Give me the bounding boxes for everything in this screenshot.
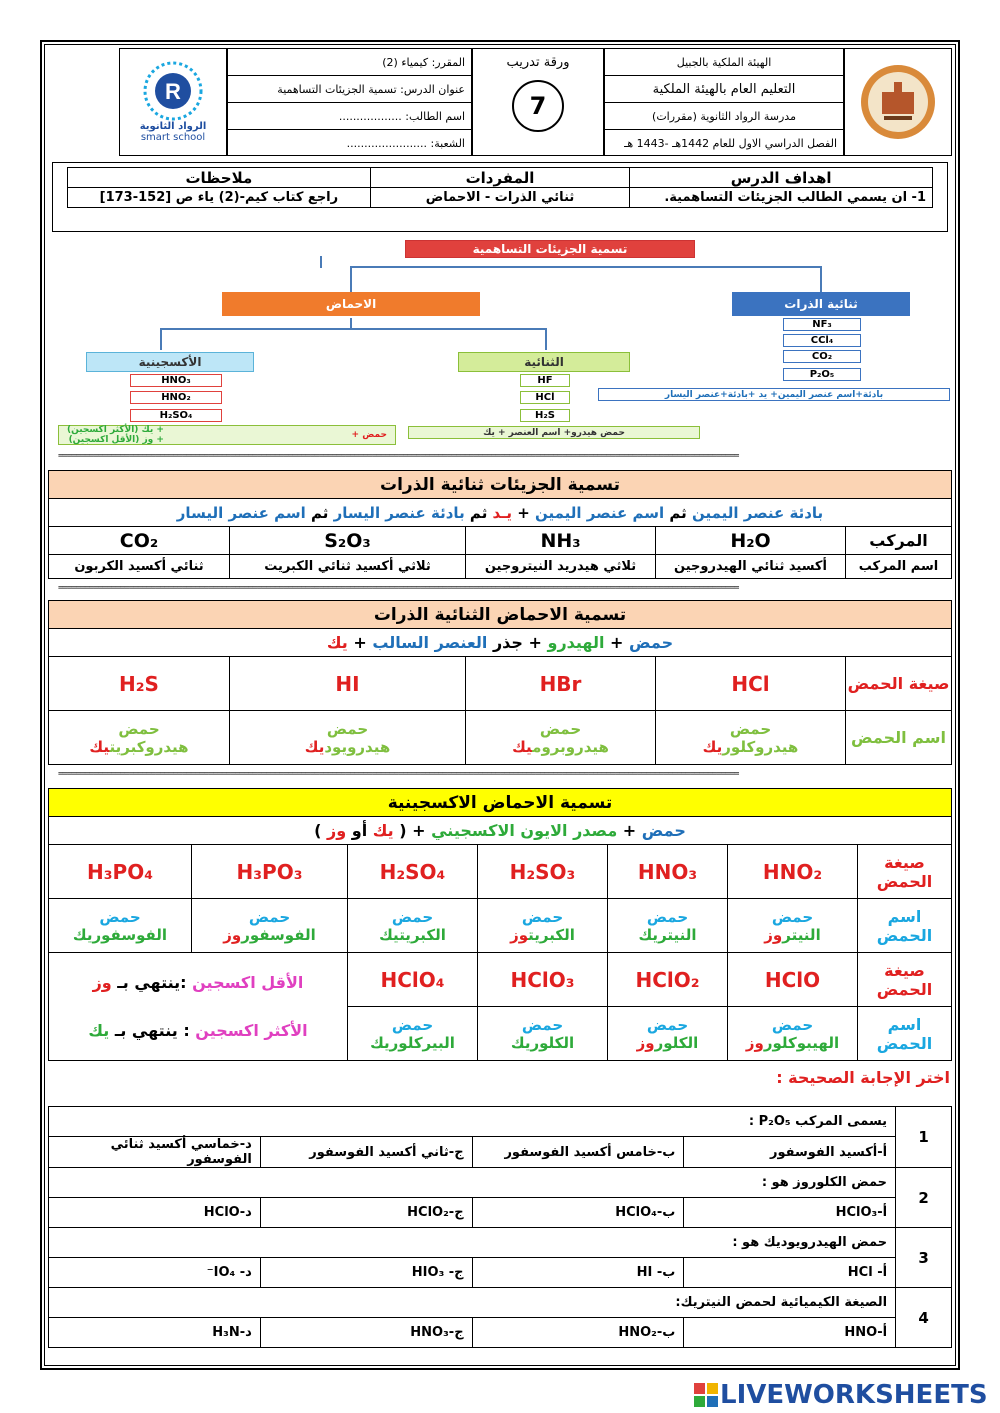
student-name-field[interactable]: اسم الطالب: ..................: [228, 103, 471, 130]
acid-suffix: يك: [370, 1033, 390, 1052]
rule-part: +: [617, 821, 642, 840]
acid-name: [230, 711, 466, 765]
mcq-options-row: [49, 1198, 952, 1228]
ministry-line-4: الفصل الدراسي الاول للعام 1442هـ -1443 هـ: [624, 137, 837, 150]
mcq-title: اختر الإجابة الصحيحة :: [776, 1068, 950, 1087]
course-label: المقرر: كيمياء (2): [228, 49, 471, 76]
mcq-options-row: [49, 1258, 952, 1288]
answer-option[interactable]: ج- HIO₃: [260, 1258, 472, 1288]
oxy-acid-name: [49, 899, 192, 953]
objective-text: 1- ان يسمي الطالب الجزيئات التساهمية.: [630, 188, 933, 208]
acid-stem: النيتر: [782, 925, 821, 944]
answer-option[interactable]: أ- HCl: [684, 1258, 896, 1288]
map-oxy-rule: [58, 425, 396, 445]
compound-name: ثلاثي هيدريد النيتروجين: [466, 555, 656, 579]
acid-word: حمض: [729, 719, 772, 738]
oxy-name-label: اسم الحمض: [858, 899, 952, 953]
brand-icon: [694, 1383, 718, 1407]
map-binary-acid-example: HF: [520, 374, 570, 387]
map-oxy-example: HNO₃: [130, 374, 222, 387]
map-binary-example: CCl₄: [783, 334, 861, 347]
note-more: الأكثر اكسجين: [195, 1020, 308, 1040]
rule-part: اسم عنصر اليمين: [535, 503, 665, 522]
answer-option[interactable]: د-خماسي أكسيد ثنائي الفوسفور: [49, 1137, 261, 1168]
acid-suffix: وز: [636, 1033, 655, 1052]
vocab-header: المفردات: [370, 168, 630, 188]
acid-name: [49, 711, 230, 765]
acid-stem: هيدرويود: [324, 737, 391, 756]
vocab-text: ثنائي الذرات - الاحماض: [370, 188, 630, 208]
name-label: اسم المركب: [846, 555, 952, 579]
acid-stem: الهيبوكلور: [763, 1033, 840, 1052]
map-acids: الاحماض: [222, 292, 480, 316]
oxy-formula-label: صيغة الحمض: [858, 845, 952, 899]
header: [48, 48, 952, 156]
mcq-question-row: [49, 1168, 952, 1198]
acid-suffix: وز: [745, 1033, 764, 1052]
svg-text:R: R: [165, 79, 181, 104]
rule-part: بادئة عنصر اليسار: [333, 503, 465, 522]
rule-part: ثم: [305, 503, 334, 522]
map-binary-example: P₂O₅: [783, 368, 861, 381]
compound-name: أكسيد ثنائي الهيدروجين: [656, 555, 846, 579]
connector: [350, 266, 820, 268]
acid-stem: الكلور: [530, 1033, 575, 1052]
answer-option[interactable]: ج-HClO₂: [260, 1198, 472, 1228]
oxy-acids-section: [48, 788, 952, 1061]
oxy-formula: HClO₄: [348, 953, 478, 1007]
objectives-table: [67, 167, 933, 208]
binary-acids-title: تسمية الاحماض الثنائية الذرات: [49, 601, 952, 629]
separator: ==========================================================================================================================================================: [58, 772, 739, 779]
connector: [320, 256, 322, 268]
answer-option[interactable]: أ-HClO₃: [684, 1198, 896, 1228]
oxy-title: تسمية الاحماض الاكسجينية: [49, 789, 952, 817]
rule-part: ثم: [664, 503, 692, 522]
rule-part: + جذر: [487, 633, 548, 652]
acid-stem: الكلور: [654, 1033, 699, 1052]
answer-option[interactable]: د-H₃N: [49, 1318, 261, 1348]
question-number: 2: [896, 1168, 952, 1228]
school-logo-text: الرواد الثانوية: [139, 121, 207, 132]
map-binary-acid-example: H₂S: [520, 409, 570, 422]
acid-word: حمض: [391, 907, 434, 926]
oxy-acid-name: [728, 899, 858, 953]
binary-section: [48, 470, 952, 579]
acid-formula: H₂S: [49, 657, 230, 711]
oxy-acid-name: [478, 899, 608, 953]
acid-word: حمض: [646, 1015, 689, 1034]
answer-option[interactable]: ب-خامس أكسيد الفوسفور: [472, 1137, 684, 1168]
rule-part: + (: [393, 821, 432, 840]
map-oxy-rule-c: + وز (الأقل اكسجين): [68, 435, 164, 445]
acid-formula: HBr: [466, 657, 656, 711]
ministry-line-1: الهيئة الملكية بالجبيل: [605, 49, 843, 76]
acid-word: حمض: [391, 1015, 434, 1034]
acid-suffix: يك: [72, 925, 93, 944]
oxy-acid-name: [608, 899, 728, 953]
map-oxy-example: HNO₂: [130, 391, 222, 404]
acid-suffix: يك: [638, 925, 659, 944]
acid-word: حمض: [118, 719, 160, 738]
mcq-options-row: [49, 1318, 952, 1348]
ministry-line-3: مدرسة الرواد الثانوية (مقررات): [605, 103, 843, 130]
acid-stem: الفوسفور: [241, 925, 316, 944]
notes-text: راجع كتاب كيم-(2) ياء ص [152-173]: [68, 188, 371, 208]
compound-formula: CO₂: [49, 527, 230, 555]
connector: [350, 266, 352, 292]
oxy-rule: [49, 817, 952, 845]
seal-icon: [858, 62, 938, 142]
compound-name: ثلاثي أكسيد ثنائي الكبريت: [230, 555, 466, 579]
oxy-acid-name: [192, 899, 348, 953]
acid-word: حمض: [521, 1015, 564, 1034]
note-less-end: :ينتهي بـ: [111, 972, 193, 992]
question-text: يسمى المركب P₂O₅ :: [49, 1107, 896, 1137]
ministry-block: [604, 48, 844, 156]
acid-word: حمض: [99, 907, 141, 926]
acid-stem: البيركلور: [389, 1033, 455, 1052]
acid-name: [656, 711, 846, 765]
answer-option[interactable]: ج-HNO₃: [260, 1318, 472, 1348]
school-logo-sub: smart school: [140, 132, 206, 143]
rule-part: الهيدرو: [547, 633, 605, 652]
answer-option[interactable]: د- IO₄⁻: [49, 1258, 261, 1288]
oxy-acid-name: [348, 1007, 478, 1061]
note-less: الأقل اكسجين: [192, 972, 304, 992]
acid-stem: هيدروكبريت: [109, 737, 189, 756]
formula-label: المركب: [846, 527, 952, 555]
binary-rule: [49, 499, 952, 527]
acid-stem: هيدروبروم: [532, 737, 609, 756]
oxy-formula: H₂SO₃: [478, 845, 608, 899]
worksheet-label: ورقة تدريب: [506, 55, 570, 70]
mcq-question-row: [49, 1107, 952, 1137]
question-text: حمض الهيدرويوديك هو :: [49, 1228, 896, 1258]
note-more-end: : ينتهي بـ: [109, 1020, 196, 1040]
mcq-question-row: [49, 1228, 952, 1258]
rule-part: العنصر السالب: [372, 633, 488, 652]
binary-acids-section: [48, 600, 952, 765]
oxy-formula-label: صيغة الحمض: [858, 953, 952, 1007]
binary-title: تسمية الجزيئات ثنائية الذرات: [49, 471, 952, 499]
rule-part: ثم: [464, 503, 493, 522]
rule-part: يك: [326, 633, 348, 652]
acid-word: حمض: [646, 907, 689, 926]
note-less-suffix: وز: [92, 972, 112, 992]
connector: [160, 328, 162, 350]
oxy-acid-name: [478, 1007, 608, 1061]
rule-part: حمض: [641, 821, 686, 840]
acid-suffix: يك: [512, 737, 533, 756]
oxy-formula: HClO: [728, 953, 858, 1007]
compound-formula: S₂O₃: [230, 527, 466, 555]
acid-suffix: يك: [510, 1033, 531, 1052]
answer-option[interactable]: ب-HNO₂: [472, 1318, 684, 1348]
map-binary-example: CO₂: [783, 350, 861, 363]
oxy-acid-name: [608, 1007, 728, 1061]
acid-stem: النيتر: [658, 925, 697, 944]
connector: [820, 266, 822, 292]
answer-option[interactable]: أ-HNO: [684, 1318, 896, 1348]
question-text: الصيغة الكيميائية لحمض النيتريك:: [49, 1288, 896, 1318]
compound-name: ثنائي أكسيد الكربون: [49, 555, 230, 579]
map-binary-acid-rule: حمض هيدرو+ اسم العنصر + يك: [408, 426, 700, 439]
acid-name: [466, 711, 656, 765]
map-binary-acid-example: HCl: [520, 391, 570, 404]
rule-part: ): [314, 821, 328, 840]
compound-formula: NH₃: [466, 527, 656, 555]
acid-suffix: يك: [379, 925, 400, 944]
brand-text: LIVEWORKSHEETS: [720, 1380, 988, 1410]
rule-part: بادئة عنصر اليمين: [692, 503, 824, 522]
acid-stem: الكبريت: [399, 925, 446, 944]
answer-option[interactable]: ب-HClO₄: [472, 1198, 684, 1228]
school-logo: [119, 48, 227, 156]
binary-acids-rule: [49, 629, 952, 657]
ministry-line-2: التعليم العام بالهيئة الملكية: [605, 76, 843, 103]
mcq-section: [48, 1106, 952, 1348]
answer-option[interactable]: أ-أكسيد الفوسفور: [684, 1137, 896, 1168]
acid-suffix: وز: [223, 925, 242, 944]
compound-formula: H₂O: [656, 527, 846, 555]
seal-logo: [844, 48, 952, 156]
acid-word: حمض: [248, 907, 291, 926]
footer-brand: [694, 1380, 988, 1410]
map-root: تسمية الجزيئات التساهمية: [405, 240, 695, 258]
map-binary-example: NF₃: [783, 318, 861, 331]
answer-option[interactable]: د-HClO: [49, 1198, 261, 1228]
answer-option[interactable]: ب- HI: [472, 1258, 684, 1288]
rule-part: اسم عنصر اليسار: [176, 503, 306, 522]
acid-formula: HCl: [656, 657, 846, 711]
lesson-block: [227, 48, 472, 156]
connector: [160, 328, 545, 330]
oxy-formula: HNO₃: [608, 845, 728, 899]
acid-stem: الفوسفور: [92, 925, 168, 944]
map-binary: ثنائية الذرات: [732, 292, 910, 316]
acid-word: حمض: [771, 907, 814, 926]
acid-word: حمض: [539, 719, 582, 738]
objectives-box: [52, 162, 948, 232]
mcq-options-row: [49, 1137, 952, 1168]
oxy-formula: HClO₃: [478, 953, 608, 1007]
acid-suffix: يك: [89, 737, 110, 756]
oxy-formula: H₂SO₄: [348, 845, 478, 899]
connector: [545, 328, 547, 350]
lesson-title: عنوان الدرس: تسمية الجزيئات التساهمية: [228, 76, 471, 103]
map-oxy-acids: الأكسجينية: [86, 352, 254, 372]
map-binary-acids: الثنائية: [458, 352, 630, 372]
rule-part: +: [511, 503, 535, 522]
map-oxy-example: H₂SO₄: [130, 409, 222, 422]
map-oxy-rule-a: حمض +: [351, 430, 387, 440]
acid-suffix: وز: [764, 925, 783, 944]
worksheet-number-block: [472, 48, 604, 156]
mcq-question-row: [49, 1288, 952, 1318]
acid-word: حمض: [771, 1015, 814, 1034]
rule-part: +: [604, 633, 630, 652]
acid-stem: هيدروكلور: [722, 737, 799, 756]
oxy-acid-name: [728, 1007, 858, 1061]
question-text: حمض الكلوروز هو :: [49, 1168, 896, 1198]
notes-header: ملاحظات: [68, 168, 371, 188]
worksheet-number: 7: [512, 80, 564, 132]
acid-suffix: يك: [304, 737, 325, 756]
section-field[interactable]: الشعبة: .......................: [346, 137, 465, 150]
acid-suffix: وز: [510, 925, 529, 944]
acid-formula: HI: [230, 657, 466, 711]
oxy-formula: H₃PO₃: [192, 845, 348, 899]
connector: [350, 318, 352, 328]
acid-suffix: يك: [702, 737, 723, 756]
acid-name-label: اسم الحمض: [846, 711, 952, 765]
question-number: 1: [896, 1107, 952, 1168]
rule-part: وز: [327, 821, 347, 840]
oxy-name-label: اسم الحمض: [858, 1007, 952, 1061]
separator: ==========================================================================================================================================================: [58, 454, 739, 461]
oxy-formula: HClO₂: [608, 953, 728, 1007]
acid-stem: الكبريت: [528, 925, 575, 944]
answer-option[interactable]: ج-ثاني أكسيد الفوسفور: [260, 1137, 472, 1168]
map-oxy-rule-b: + يك (الأكثر اكسجين): [67, 425, 164, 435]
oxy-formula: H₃PO₄: [49, 845, 192, 899]
oxy-formula: HNO₂: [728, 845, 858, 899]
school-logo-icon: [143, 61, 203, 121]
objectives-header: اهداف الدرس: [630, 168, 933, 188]
rule-part: يـد: [492, 503, 512, 522]
rule-part: أو: [346, 821, 373, 840]
map-binary-rule: بادئة+اسم عنصر اليمين+ يد +بادئة+عنصر اليسار: [598, 388, 950, 401]
acid-word: حمض: [521, 907, 564, 926]
rule-part: مصدر الايون الاكسجيني: [431, 821, 618, 840]
rule-part: +: [347, 633, 373, 652]
question-number: 4: [896, 1288, 952, 1348]
oxy-notes: [49, 953, 348, 1061]
separator: ==========================================================================================================================================================: [58, 586, 739, 593]
acid-word: حمض: [326, 719, 369, 738]
note-more-suffix: يك: [88, 1020, 110, 1040]
rule-part: حمض: [629, 633, 674, 652]
rule-part: يك: [372, 821, 394, 840]
acid-formula-label: صيغة الحمض: [846, 657, 952, 711]
oxy-acid-name: [348, 899, 478, 953]
question-number: 3: [896, 1228, 952, 1288]
